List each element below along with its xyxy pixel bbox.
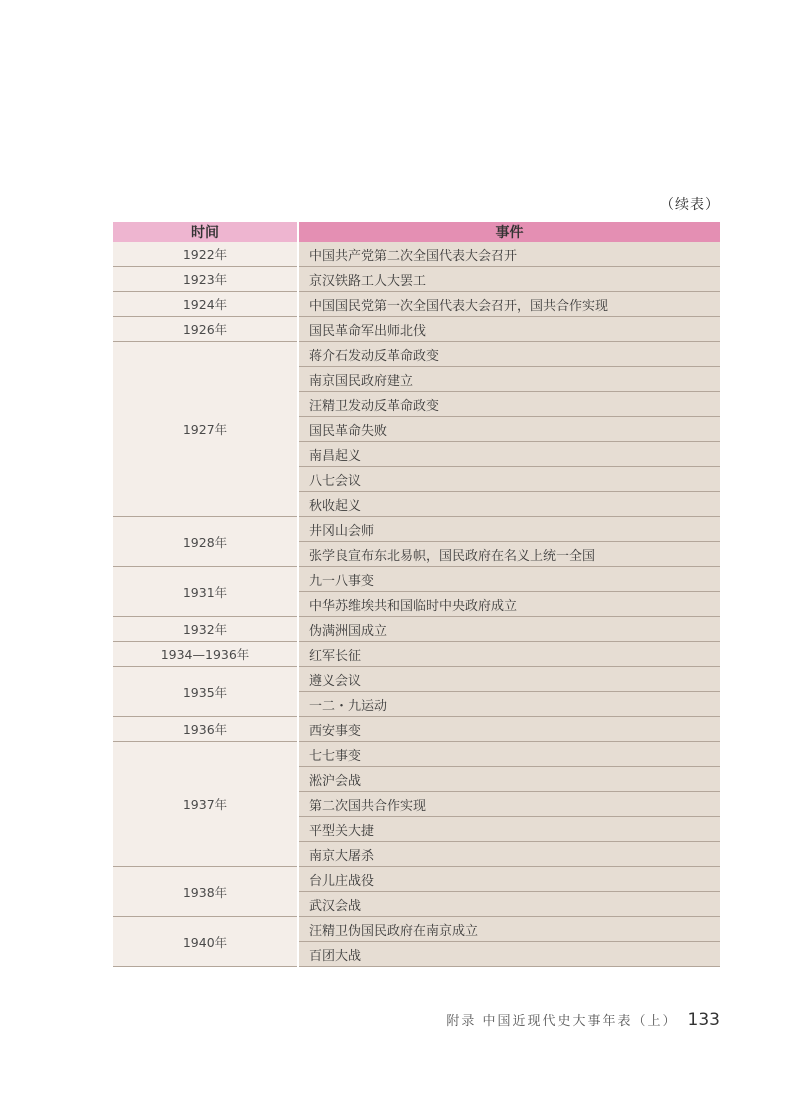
event-cell: 第二次国共合作实现 — [298, 792, 720, 817]
event-cell: 张学良宣布东北易帜，国民政府在名义上统一全国 — [298, 542, 720, 567]
table-row — [113, 917, 720, 942]
event-cell: 南京国民政府建立 — [298, 367, 720, 392]
time-cell: 1926年 — [113, 317, 298, 342]
table-row — [113, 617, 720, 642]
event-cell: 秋收起义 — [298, 492, 720, 517]
time-cell: 1938年 — [113, 867, 298, 917]
time-cell: 1932年 — [113, 617, 298, 642]
table-row — [113, 667, 720, 692]
time-cell: 1927年 — [113, 342, 298, 517]
time-cell: 1936年 — [113, 717, 298, 742]
page-footer — [446, 1010, 720, 1030]
table-row — [113, 267, 720, 292]
table-row — [113, 867, 720, 892]
event-cell: 国民革命失败 — [298, 417, 720, 442]
event-cell: 汪精卫伪国民政府在南京成立 — [298, 917, 720, 942]
event-cell: 淞沪会战 — [298, 767, 720, 792]
event-cell: 遵义会议 — [298, 667, 720, 692]
event-cell: 京汉铁路工人大罢工 — [298, 267, 720, 292]
table-row — [113, 342, 720, 367]
time-cell: 1924年 — [113, 292, 298, 317]
event-cell: 武汉会战 — [298, 892, 720, 917]
event-cell: 南昌起义 — [298, 442, 720, 467]
table-row — [113, 717, 720, 742]
page-number: 133 — [687, 1010, 720, 1030]
event-cell: 伪满洲国成立 — [298, 617, 720, 642]
table-body — [113, 242, 720, 967]
time-cell: 1934—1936年 — [113, 642, 298, 667]
table-row — [113, 292, 720, 317]
table-row — [113, 317, 720, 342]
event-cell: 九一八事变 — [298, 567, 720, 592]
table-row — [113, 242, 720, 267]
event-cell: 南京大屠杀 — [298, 842, 720, 867]
event-cell: 平型关大捷 — [298, 817, 720, 842]
event-cell: 中国国民党第一次全国代表大会召开，国共合作实现 — [298, 292, 720, 317]
event-cell: 井冈山会师 — [298, 517, 720, 542]
time-cell: 1922年 — [113, 242, 298, 267]
event-cell: 一二・九运动 — [298, 692, 720, 717]
footer-title: 附录 中国近现代史大事年表（上） — [446, 1014, 678, 1029]
event-cell: 蒋介石发动反革命政变 — [298, 342, 720, 367]
continued-label: （续表） — [660, 197, 720, 213]
time-cell: 1931年 — [113, 567, 298, 617]
time-cell: 1928年 — [113, 517, 298, 567]
time-cell: 1937年 — [113, 742, 298, 867]
event-cell: 台儿庄战役 — [298, 867, 720, 892]
event-cell: 汪精卫发动反革命政变 — [298, 392, 720, 417]
event-cell: 七七事变 — [298, 742, 720, 767]
event-cell: 红军长征 — [298, 642, 720, 667]
table-row — [113, 642, 720, 667]
event-cell: 西安事变 — [298, 717, 720, 742]
table-row — [113, 742, 720, 767]
event-cell: 国民革命军出师北伐 — [298, 317, 720, 342]
event-cell: 八七会议 — [298, 467, 720, 492]
table-row — [113, 567, 720, 592]
time-cell: 1940年 — [113, 917, 298, 967]
header-time: 时间 — [113, 222, 298, 242]
event-cell: 中国共产党第二次全国代表大会召开 — [298, 242, 720, 267]
event-cell: 百团大战 — [298, 942, 720, 967]
chronology-table — [113, 222, 720, 967]
table-row — [113, 517, 720, 542]
time-cell: 1935年 — [113, 667, 298, 717]
table-header — [113, 222, 720, 242]
time-cell: 1923年 — [113, 267, 298, 292]
event-cell: 中华苏维埃共和国临时中央政府成立 — [298, 592, 720, 617]
header-event: 事件 — [298, 222, 720, 242]
